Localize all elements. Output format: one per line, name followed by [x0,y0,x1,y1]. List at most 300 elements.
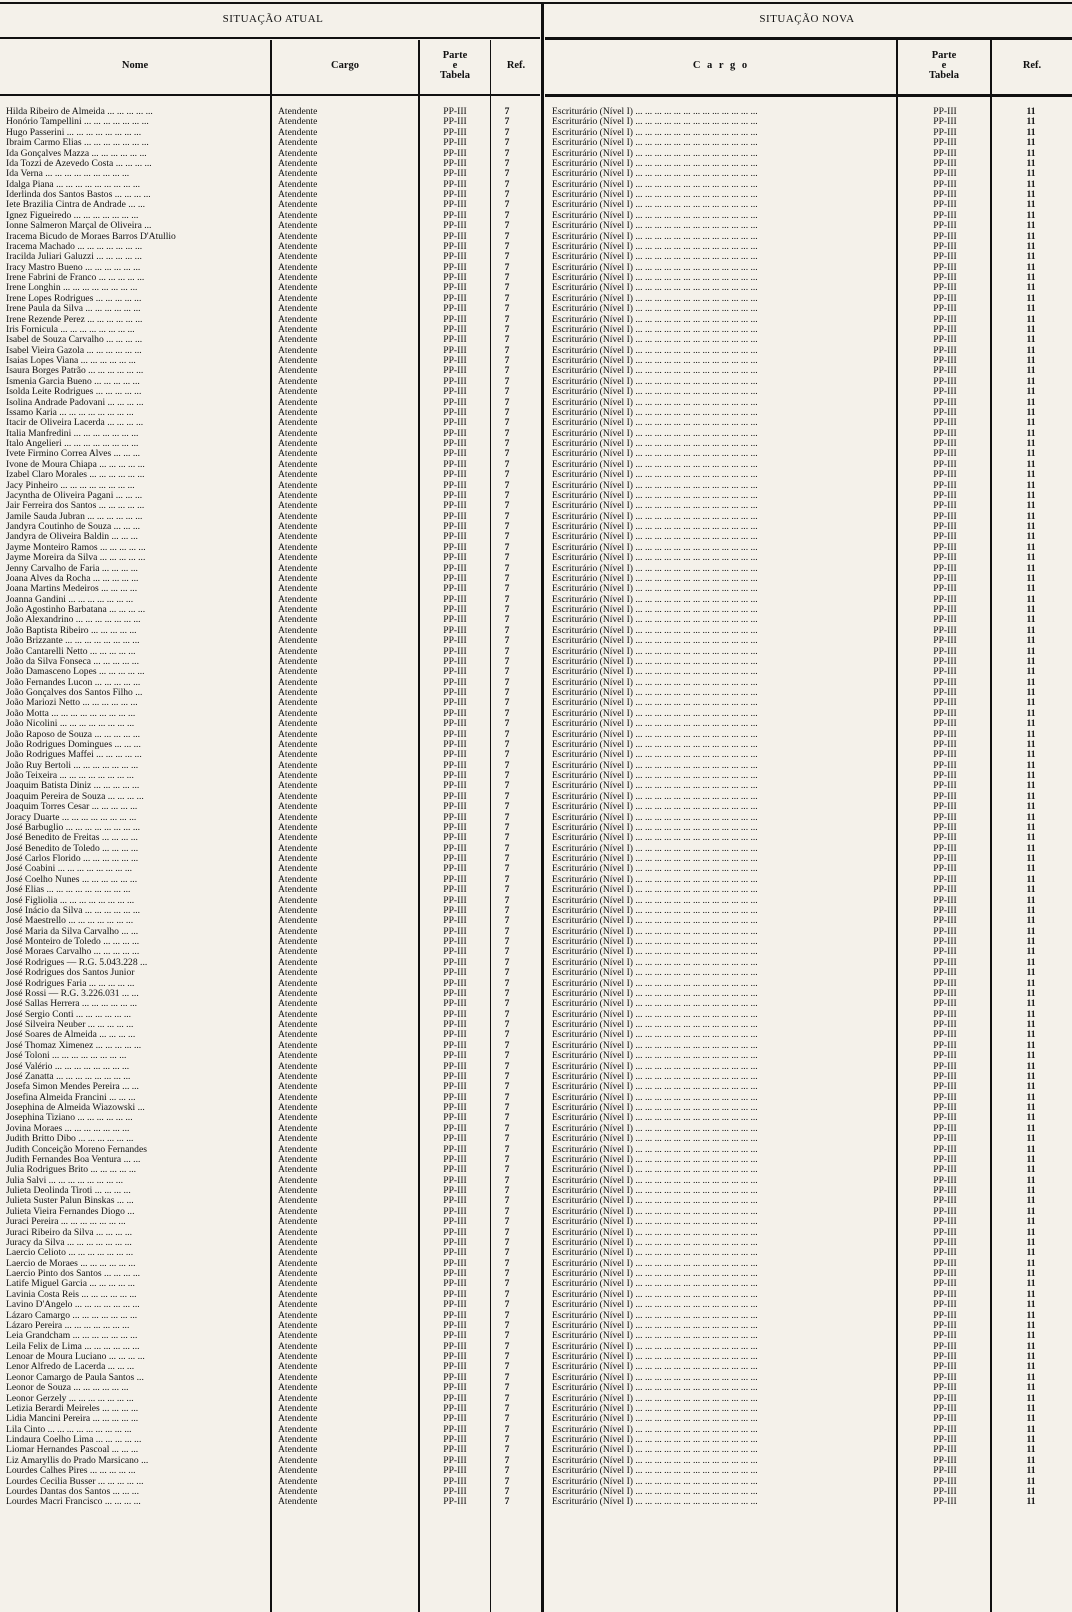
name-cell: Lindaura Coelho Lima ... ... ... ... ... [6,1435,142,1445]
ref-novo-cell: 11 [1026,1051,1036,1062]
ref-novo-cell: 11 [1026,854,1036,864]
cargo-cell: Atendente [278,1320,318,1331]
name-cell: Latife Miguel Garcia ... ... ... ... ... [6,1279,135,1290]
ref-cell: 7 [504,449,510,460]
ref-cell: 7 [504,1092,510,1103]
name-cell: José Inácio da Silva ... ... ... ... ... ... [6,905,141,916]
ref-cell: 7 [504,760,510,771]
parte-cell: PP-III [443,501,467,512]
name-cell: Juraci Pereira ... ... ... ... ... ... ... [6,1217,126,1228]
cargo-novo-cell: Escriturário (Nível I) ... ... ... ... ... ... ... ... ... ... ... ... ... [552,262,758,273]
table-row [0,211,1072,221]
ref-cell: 7 [504,148,510,159]
parte-cell: PP-III [443,615,467,626]
parte-novo-cell: PP-III [933,605,957,615]
parte-cell: PP-III [443,1020,467,1030]
ref-novo-cell: 11 [1026,1424,1036,1435]
ref-novo-cell: 11 [1026,335,1036,346]
cargo-cell: Atendente [278,169,318,180]
name-cell: Josefa Simon Mendes Pereira ... ... [6,1082,139,1093]
ref-novo-cell: 11 [1026,1092,1036,1103]
name-cell: José Silveira Neuber ... ... ... ... ... [6,1020,134,1030]
parte-novo-cell: PP-III [933,988,957,999]
table-row [0,906,1072,916]
cargo-cell: Atendente [278,449,318,460]
table-row [0,1196,1072,1206]
parte-cell: PP-III [443,221,467,232]
parte-cell: PP-III [443,708,467,719]
parte-cell: PP-III [443,833,467,844]
parte-cell: PP-III [443,158,467,169]
ref-cell: 7 [504,376,510,387]
name-cell: José Zanatta ... ... ... ... ... ... ... ... [6,1071,131,1082]
ref-novo-cell: 11 [1026,1165,1036,1176]
parte-cell: PP-III [443,553,467,564]
ref-novo-cell: 11 [1026,895,1036,906]
table-row [0,885,1072,895]
name-cell: Iracema Machado ... ... ... ... ... ... ... [6,241,143,252]
parte-novo-cell: PP-III [933,407,957,418]
name-cell: Ismenia Garcia Bueno ... ... ... ... ... [6,376,140,387]
ref-cell: 7 [504,1144,510,1155]
table-row [0,750,1072,760]
parte-novo-cell: PP-III [933,584,957,595]
parte-novo-cell: PP-III [933,200,957,211]
table-row [0,252,1072,262]
ref-cell: 7 [504,262,510,273]
ref-novo-cell: 11 [1026,158,1036,169]
parte-cell: PP-III [443,636,467,647]
cargo-cell: Atendente [278,407,318,418]
ref-cell: 7 [504,169,510,180]
cargo-cell: Atendente [278,1227,318,1238]
cargo-cell: Atendente [278,988,318,999]
ref-novo-cell: 11 [1026,1113,1036,1124]
cargo-cell: Atendente [278,937,318,947]
parte-cell: PP-III [443,335,467,346]
cargo-novo-cell: Escriturário (Nível I) ... ... ... ... ... ... ... ... ... ... ... ... ... [552,1341,758,1352]
name-cell: Jayme Monteiro Ramos ... ... ... ... ... [6,542,146,553]
table-row [0,1228,1072,1238]
ref-novo-cell: 11 [1026,1289,1036,1300]
parte-cell: PP-III [443,1372,467,1383]
parte-cell: PP-III [443,957,467,968]
cargo-cell: Atendente [278,366,318,377]
name-cell: Lourdes Calhes Pires ... ... ... ... ... [6,1466,136,1477]
name-cell: Iracema Bicudo de Moraes Barros D'Atullio [6,231,176,242]
ref-novo-cell: 11 [1026,241,1036,252]
table-row [0,532,1072,542]
ref-novo-cell: 11 [1026,1082,1036,1093]
parte-novo-cell: PP-III [933,636,957,647]
ref-novo-cell: 11 [1026,1030,1036,1041]
cargo-cell: Atendente [278,1331,318,1342]
cargo-cell: Atendente [278,968,318,979]
ref-cell: 7 [504,874,510,885]
table-row [0,501,1072,511]
table-row [0,1311,1072,1321]
ref-novo-cell: 11 [1026,563,1036,574]
ref-cell: 7 [504,335,510,346]
ref-novo-cell: 11 [1026,719,1036,730]
ref-novo-cell: 11 [1026,169,1036,180]
parte-cell: PP-III [443,1424,467,1435]
parte-cell: PP-III [443,387,467,398]
cargo-novo-cell: Escriturário (Nível I) ... ... ... ... ... ... ... ... ... ... ... ... ... [552,241,758,252]
cargo-novo-cell: Escriturário (Nível I) ... ... ... ... ... ... ... ... ... ... ... ... ... [552,283,758,294]
parte-cell: PP-III [443,885,467,896]
parte-cell: PP-III [443,304,467,315]
table-body [0,107,1072,1508]
table-row [0,325,1072,335]
cargo-cell: Atendente [278,117,318,128]
ref-cell: 7 [504,822,510,833]
table-row [0,1082,1072,1092]
parte-cell: PP-III [443,688,467,698]
name-cell: José Sallas Herrera ... ... ... ... ... ... [6,999,138,1010]
ref-cell: 7 [504,864,510,875]
parte-cell: PP-III [443,542,467,553]
cargo-cell: Atendente [278,656,318,667]
ref-cell: 7 [504,1040,510,1051]
parte-novo-cell: PP-III [933,615,957,626]
parte-novo-cell: PP-III [933,459,957,470]
table-row [0,138,1072,148]
table-row [0,1456,1072,1466]
ref-cell: 7 [504,356,510,366]
name-cell: José Sergio Conti ... ... ... ... ... ... [6,1009,132,1020]
name-cell: Izabel Claro Morales ... ... ... ... ... ... [6,470,145,481]
name-cell: Italo Angelieri ... ... ... ... ... ... ... ... [6,439,139,449]
cargo-novo-cell: Escriturário (Nível I) ... ... ... ... ... ... ... ... ... ... ... ... ... [552,864,758,875]
table-row [0,605,1072,615]
parte-cell: PP-III [443,1144,467,1155]
ref-cell: 7 [504,480,510,491]
cargo-novo-cell: Escriturário (Nível I) ... ... ... ... ... ... ... ... ... ... ... ... ... [552,117,758,128]
ref-cell: 7 [504,750,510,761]
table-row [0,574,1072,584]
ref-cell: 7 [504,1403,510,1414]
name-cell: João Ruy Bertoli ... ... ... ... ... ... ... [6,760,139,771]
name-cell: José Monteiro de Toledo ... ... ... ... [6,937,140,947]
table-row [0,1072,1072,1082]
cargo-cell: Atendente [278,1144,318,1155]
cargo-cell: Atendente [278,636,318,647]
table-row [0,771,1072,781]
name-cell: Josephina Tiziano ... ... ... ... ... ... [6,1113,133,1124]
cargo-cell: Atendente [278,688,318,698]
parte-cell: PP-III [443,1113,467,1124]
ref-cell: 7 [504,1154,510,1165]
ref-cell: 7 [504,158,510,169]
name-cell: Idalga Piana ... ... ... ... ... ... ... ... ... [6,179,141,190]
table-row [0,979,1072,989]
cargo-novo-cell: Escriturário (Nível I) ... ... ... ... ... ... ... ... ... ... ... ... ... [552,760,758,771]
table-row [0,968,1072,978]
cargo-cell: Atendente [278,511,318,522]
parte-cell: PP-III [443,1175,467,1186]
table-row [0,875,1072,885]
parte-novo-cell: PP-III [933,127,957,138]
parte-cell: PP-III [443,283,467,294]
parte-cell: PP-III [443,947,467,958]
table-row [0,626,1072,636]
table-row [0,1176,1072,1186]
parte-novo-cell: PP-III [933,905,957,916]
parte-cell: PP-III [443,511,467,522]
cargo-novo-cell: Escriturário (Nível I) ... ... ... ... ... ... ... ... ... ... ... ... ... [552,490,758,501]
parte-cell: PP-III [443,200,467,211]
parte-cell: PP-III [443,1134,467,1145]
cargo-cell: Atendente [278,532,318,543]
parte-novo-cell: PP-III [933,158,957,169]
parte-novo-cell: PP-III [933,708,957,719]
parte-novo-cell: PP-III [933,573,957,584]
ref-novo-cell: 11 [1026,802,1036,813]
parte-cell: PP-III [443,1435,467,1445]
name-cell: Jandyra de Oliveira Baldin ... ... ... [6,532,138,543]
name-cell: Laercio Pinto dos Santos ... ... ... ... [6,1269,141,1279]
parte-cell: PP-III [443,148,467,159]
ref-novo-cell: 11 [1026,615,1036,626]
cargo-novo-cell: Escriturário (Nível I) ... ... ... ... ... ... ... ... ... ... ... ... ... [552,605,758,615]
name-cell: Leia Grandcham ... ... ... ... ... ... ... [6,1331,138,1342]
table-row [0,543,1072,553]
ref-novo-cell: 11 [1026,221,1036,232]
ref-novo-cell: 11 [1026,999,1036,1010]
ref-cell: 7 [504,636,510,647]
cargo-novo-cell: Escriturário (Nível I) ... ... ... ... ... ... ... ... ... ... ... ... ... [552,1113,758,1124]
cargo-cell: Atendente [278,1113,318,1124]
cargo-cell: Atendente [278,874,318,885]
name-cell: Hilda Ribeiro de Almeida ... ... ... ... ... [6,107,153,117]
table-row [0,698,1072,708]
parte-novo-cell: PP-III [933,356,957,366]
cargo-cell: Atendente [278,1165,318,1176]
parte-novo-cell: PP-III [933,854,957,864]
parte-novo-cell: PP-III [933,1393,957,1404]
cargo-novo-cell: Escriturário (Nível I) ... ... ... ... ... ... ... ... ... ... ... ... ... [552,1020,758,1030]
ref-novo-cell: 11 [1026,636,1036,647]
cargo-cell: Atendente [278,376,318,387]
table-row [0,636,1072,646]
ref-novo-cell: 11 [1026,304,1036,315]
parte-cell: PP-III [443,771,467,781]
parte-novo-cell: PP-III [933,532,957,543]
cargo-cell: Atendente [278,605,318,615]
ref-cell: 7 [504,221,510,232]
cargo-novo-cell: Escriturário (Nível I) ... ... ... ... ... ... ... ... ... ... ... ... ... [552,999,758,1010]
cargo-cell: Atendente [278,1258,318,1269]
parte-cell: PP-III [443,1352,467,1362]
cargo-novo-cell: Escriturário (Nível I) ... ... ... ... ... ... ... ... ... ... ... ... ... [552,750,758,761]
table-row [0,1207,1072,1217]
ref-cell: 7 [504,117,510,128]
table-row [0,304,1072,314]
parte-novo-cell: PP-III [933,1248,957,1259]
parte-cell: PP-III [443,605,467,615]
ref-novo-cell: 11 [1026,833,1036,844]
ref-novo-cell: 11 [1026,1352,1036,1362]
table-row [0,1404,1072,1414]
cargo-novo-cell: Escriturário (Nível I) ... ... ... ... ... ... ... ... ... ... ... ... ... [552,190,758,200]
parte-novo-cell: PP-III [933,1144,957,1155]
name-cell: Lourdes Macri Francisco ... ... ... ... [6,1497,141,1508]
cargo-novo-cell: Escriturário (Nível I) ... ... ... ... ... ... ... ... ... ... ... ... ... [552,988,758,999]
table-row [0,1487,1072,1497]
table-row [0,283,1072,293]
name-cell: João Agostinho Barbatana ... ... ... ... [6,605,146,615]
cargo-novo-cell: Escriturário (Nível I) ... ... ... ... ... ... ... ... ... ... ... ... ... [552,1279,758,1290]
ref-novo-cell: 11 [1026,1445,1036,1456]
cargo-cell: Atendente [278,158,318,169]
table-row [0,366,1072,376]
parte-novo-cell: PP-III [933,1175,957,1186]
ref-cell: 7 [504,1123,510,1134]
parte-novo-cell: PP-III [933,490,957,501]
name-cell: Julieta Deolinda Tiroti ... ... ... ... [6,1186,131,1196]
ref-novo-cell: 11 [1026,1279,1036,1290]
ref-novo-cell: 11 [1026,1175,1036,1186]
name-cell: Ida Verna ... ... ... ... ... ... ... ... ... [6,169,130,180]
cargo-cell: Atendente [278,812,318,823]
ref-cell: 7 [504,947,510,958]
parte-cell: PP-III [443,138,467,149]
cargo-cell: Atendente [278,1300,318,1311]
name-cell: José Valério ... ... ... ... ... ... ... ... [6,1061,130,1072]
ref-cell: 7 [504,1082,510,1093]
ref-cell: 7 [504,615,510,626]
parte-cell: PP-III [443,1217,467,1228]
ref-cell: 7 [504,1352,510,1362]
cargo-novo-cell: Escriturário (Nível I) ... ... ... ... ... ... ... ... ... ... ... ... ... [552,522,758,532]
cargo-novo-cell: Escriturário (Nível I) ... ... ... ... ... ... ... ... ... ... ... ... ... [552,885,758,896]
parte-novo-cell: PP-III [933,387,957,398]
ref-cell: 7 [504,501,510,512]
ref-cell: 7 [504,231,510,242]
cargo-novo-cell: Escriturário (Nível I) ... ... ... ... ... ... ... ... ... ... ... ... ... [552,1372,758,1383]
parte-cell: PP-III [443,231,467,242]
name-cell: José Soares de Almeida ... ... ... ... [6,1030,136,1041]
cargo-cell: Atendente [278,1424,318,1435]
parte-novo-cell: PP-III [933,719,957,730]
ref-cell: 7 [504,1445,510,1456]
name-cell: Jayme Moreira da Silva ... ... ... ... ... [6,553,146,564]
parte-novo-cell: PP-III [933,843,957,854]
ref-novo-cell: 11 [1026,667,1036,678]
name-cell: João Alexandrino ... ... ... ... ... ... ... [6,615,141,626]
parte-cell: PP-III [443,1310,467,1321]
ref-novo-cell: 11 [1026,356,1036,366]
cargo-novo-cell: Escriturário (Nível I) ... ... ... ... ... ... ... ... ... ... ... ... ... [552,1237,758,1248]
cargo-cell: Atendente [278,200,318,211]
parte-cell: PP-III [443,563,467,574]
parte-novo-cell: PP-III [933,1269,957,1279]
ref-cell: 7 [504,107,510,117]
parte-novo-cell: PP-III [933,771,957,781]
parte-cell: PP-III [443,1061,467,1072]
parte-novo-cell: PP-III [933,1030,957,1041]
ref-cell: 7 [504,241,510,252]
ref-cell: 7 [504,1196,510,1207]
table-row [0,1373,1072,1383]
parte-cell: PP-III [443,459,467,470]
name-cell: José Rossi — R.G. 3.226.031 ... ... [6,988,139,999]
cargo-cell: Atendente [278,739,318,750]
cargo-cell: Atendente [278,957,318,968]
ref-novo-cell: 11 [1026,1341,1036,1352]
cargo-novo-cell: Escriturário (Nível I) ... ... ... ... ... ... ... ... ... ... ... ... ... [552,1217,758,1228]
cargo-novo-cell: Escriturário (Nível I) ... ... ... ... ... ... ... ... ... ... ... ... ... [552,314,758,325]
name-cell: Irene Fabrini de Franco ... ... ... ... ... [6,273,145,283]
cargo-novo-cell: Escriturário (Nível I) ... ... ... ... ... ... ... ... ... ... ... ... ... [552,1165,758,1176]
parte-novo-cell: PP-III [933,625,957,636]
parte-cell: PP-III [443,356,467,366]
ref-cell: 7 [504,625,510,636]
table-row [0,470,1072,480]
table-row [0,1383,1072,1393]
cargo-novo-cell: Escriturário (Nível I) ... ... ... ... ... ... ... ... ... ... ... ... ... [552,926,758,937]
parte-cell: PP-III [443,1341,467,1352]
cargo-novo-cell: Escriturário (Nível I) ... ... ... ... ... ... ... ... ... ... ... ... ... [552,688,758,698]
name-cell: Lázaro Camargo ... ... ... ... ... ... ... [6,1310,138,1321]
cargo-cell: Atendente [278,1071,318,1082]
parte-novo-cell: PP-III [933,1186,957,1196]
table-row [0,1394,1072,1404]
ref-novo-cell: 11 [1026,656,1036,667]
cargo-cell: Atendente [278,335,318,346]
ref-novo-cell: 11 [1026,397,1036,408]
cargo-cell: Atendente [278,1269,318,1279]
parte-cell: PP-III [443,864,467,875]
parte-cell: PP-III [443,1383,467,1394]
name-cell: Iracilda Juliari Galuzzi ... ... ... ... ... [6,252,142,263]
ref-cell: 7 [504,138,510,149]
table-row [0,1020,1072,1030]
ref-novo-cell: 11 [1026,729,1036,740]
ref-cell: 7 [504,428,510,439]
cargo-novo-cell: Escriturário (Nível I) ... ... ... ... ... ... ... ... ... ... ... ... ... [552,542,758,553]
ref-novo-cell: 11 [1026,677,1036,688]
name-cell: Issamo Karia ... ... ... ... ... ... ... ... [6,407,134,418]
cargo-novo-cell: Escriturário (Nível I) ... ... ... ... ... ... ... ... ... ... ... ... ... [552,708,758,719]
table-row [0,522,1072,532]
table-row [0,512,1072,522]
parte-novo-cell: PP-III [933,1279,957,1290]
table-row [0,1425,1072,1435]
cargo-cell: Atendente [278,1341,318,1352]
parte-novo-cell: PP-III [933,864,957,875]
name-cell: Josephina de Almeida Wiazowski ... [6,1103,145,1113]
ref-novo-cell: 11 [1026,573,1036,584]
parte-novo-cell: PP-III [933,262,957,273]
parte-cell: PP-III [443,117,467,128]
ref-novo-cell: 11 [1026,1040,1036,1051]
cargo-novo-cell: Escriturário (Nível I) ... ... ... ... ... ... ... ... ... ... ... ... ... [552,563,758,574]
parte-novo-cell: PP-III [933,1352,957,1362]
cargo-novo-cell: Escriturário (Nível I) ... ... ... ... ... ... ... ... ... ... ... ... ... [552,905,758,916]
parte-novo-cell: PP-III [933,656,957,667]
parte-novo-cell: PP-III [933,397,957,408]
cargo-novo-cell: Escriturário (Nível I) ... ... ... ... ... ... ... ... ... ... ... ... ... [552,573,758,584]
ref-novo-cell: 11 [1026,916,1036,927]
parte-cell: PP-III [443,1414,467,1425]
table-row [0,1497,1072,1507]
ref-cell: 7 [504,407,510,418]
name-cell: João Nicolini ... ... ... ... ... ... ... ... [6,719,135,730]
table-row [0,1352,1072,1362]
parte-cell: PP-III [443,1455,467,1466]
